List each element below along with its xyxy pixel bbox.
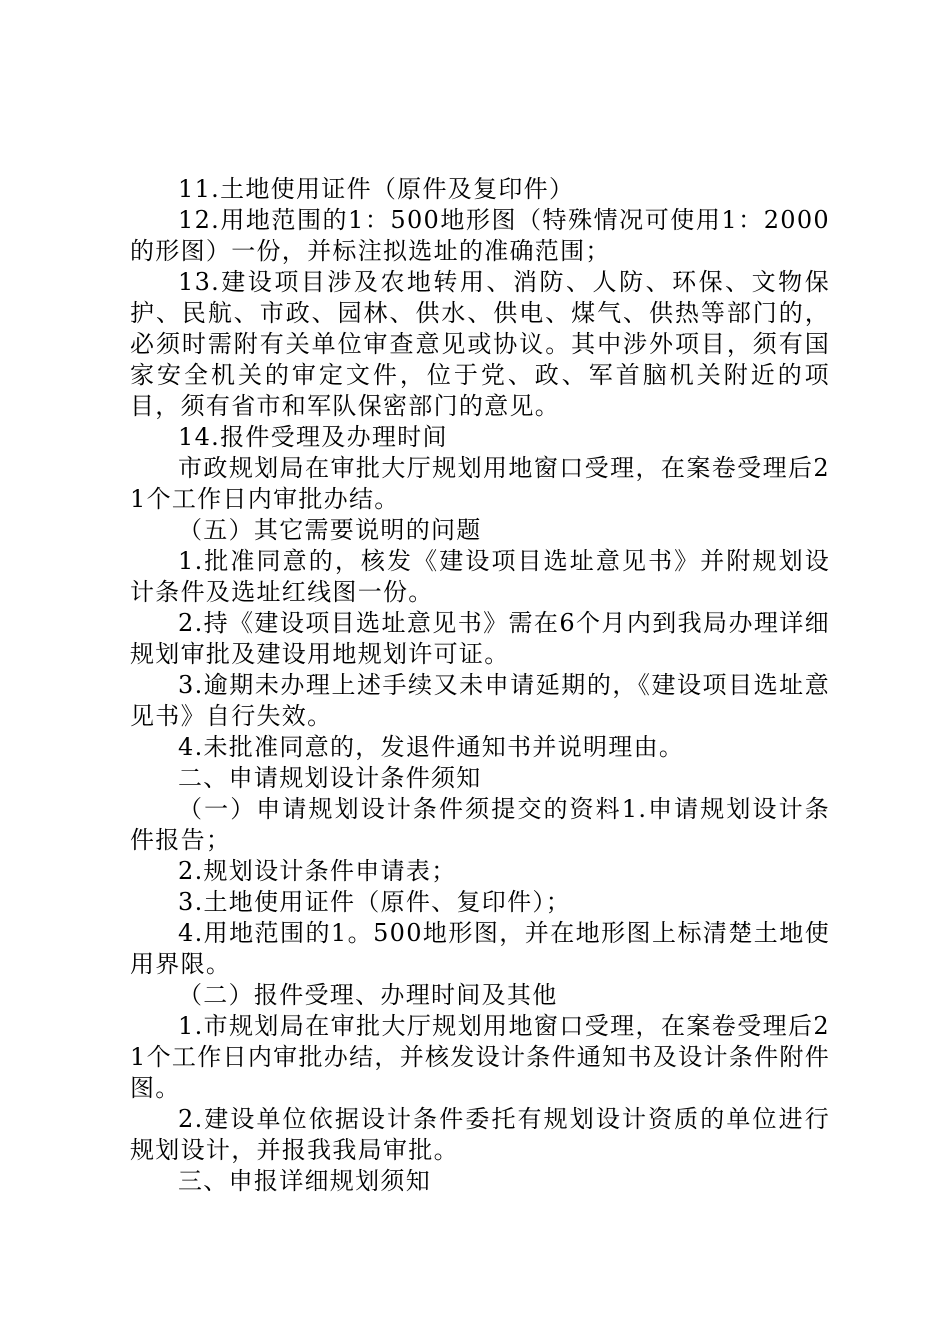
- paragraph-boundary-map: 4.用地范围的1。500地形图，并在地形图上标清楚土地使用界限。: [130, 919, 830, 978]
- paragraph-six-months: 2.持《建设项目选址意见书》需在6个月内到我局办理详细规划审批及建设用地规划许可证。: [130, 609, 830, 668]
- paragraph-land-use-certificate: 11.土地使用证件（原件及复印件）: [178, 175, 575, 203]
- paragraph-application-form: 2.规划设计条件申请表；: [178, 857, 457, 885]
- paragraph-topographic-map: 12.用地范围的1：500地形图（特殊情况可使用1：2000的形图）一份，并标注拟选址的准确范围；: [130, 206, 830, 265]
- paragraph-required-materials: （一）申请规划设计条件须提交的资料1.申请规划设计条件报告；: [130, 795, 830, 854]
- section-heading-detailed-planning: 三、申报详细规划须知: [178, 1167, 431, 1195]
- paragraph-approval-issue: 1.批准同意的，核发《建设项目选址意见书》并附规划设计条件及选址红线图一份。: [130, 547, 830, 606]
- paragraph-expiry: 3.逾期未办理上述手续又未申请延期的，《建设项目选址意见书》自行失效。: [130, 671, 830, 730]
- paragraph-rejection: 4.未批准同意的，发退件通知书并说明理由。: [178, 733, 685, 761]
- document-body: [130, 174, 830, 1197]
- section-heading-acceptance-other: （二）报件受理、办理时间及其他: [178, 981, 558, 1009]
- section-heading-design-conditions: 二、申请规划设计条件须知: [178, 764, 482, 792]
- paragraph-acceptance-time-heading: 14.报件受理及办理时间: [178, 423, 448, 451]
- paragraph-land-certificate-copy: 3.土地使用证件（原件、复印件）；: [178, 888, 571, 916]
- paragraph-design-commission: 2.建设单位依据设计条件委托有规划设计资质的单位进行规划设计，并报我我局审批。: [130, 1105, 830, 1164]
- section-heading-other-issues: （五）其它需要说明的问题: [178, 516, 482, 544]
- paragraph-bureau-acceptance: 1.市规划局在审批大厅规划用地窗口受理，在案卷受理后21个工作日内审批办结，并核发设计条件通知书及设计条件附件图。: [130, 1012, 830, 1102]
- paragraph-department-opinions: 13.建设项目涉及农地转用、消防、人防、环保、文物保护、民航、市政、园林、供水、供电、煤气、供热等部门的，必须时需附有关单位审查意见或协议。其中涉外项目，须有国家安全机关的审定文件，位于党、政、军首脑机关附近的项目，须有省市和军队保密部门的意见。: [130, 268, 830, 420]
- paragraph-acceptance-time: 市政规划局在审批大厅规划用地窗口受理，在案卷受理后21个工作日内审批办结。: [130, 454, 830, 513]
